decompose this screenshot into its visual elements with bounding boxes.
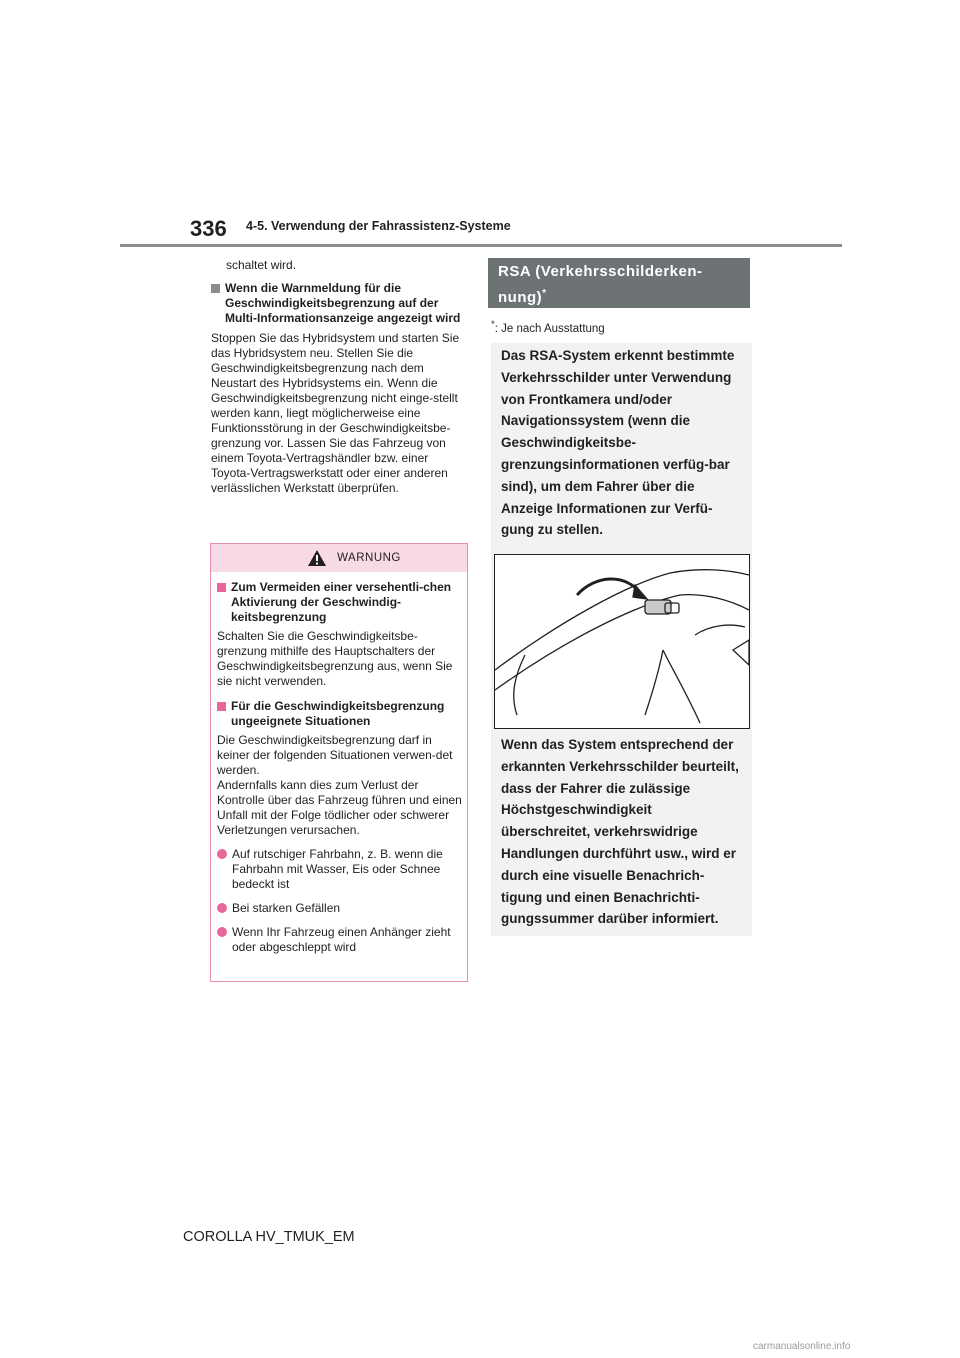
watermark: carmanualsonline.info [753,1341,851,1352]
list-item: Wenn Ihr Fahrzeug einen Anhänger zieht oder abgeschleppt wird [217,925,462,955]
warning-heading-1: Zum Vermeiden einer versehentli-chen Aktivierung der Geschwindig-keitsbegrenzung [217,580,462,625]
square-bullet-icon [211,284,220,293]
rsa-section-title: RSA (Verkehrsschilderken-nung)* [488,258,750,308]
page-number: 336 [190,216,227,241]
warning-triangle-icon [307,549,327,567]
section-heading-text: Wenn die Warnmeldung für die Geschwindigkeitsbegrenzung auf der Multi-Informationsanzeige angezeigt wird [225,281,461,325]
circle-bullet-icon [217,903,227,913]
rsa-description-box [491,343,752,936]
circle-bullet-icon [217,927,227,937]
header-rule [120,244,842,247]
list-item: Auf rutschiger Fahrbahn, z. B. wenn die Fahrbahn mit Wasser, Eis oder Schnee bedeckt ist [217,847,462,892]
chapter-title: 4-5. Verwendung der Fahrassistenz-Systeme [246,219,511,233]
warning-box [210,543,468,982]
warning-title: WARNUNG [337,552,401,564]
left-column [211,258,469,496]
square-bullet-icon [217,583,226,592]
warning-text-2b: Andernfalls kann dies zum Verlust der Kontrolle über das Fahrzeug führen und einen Unfall mit der Folge tödlicher oder schwerer Verletzungen verursachen. [217,778,462,837]
warning-text-1: Schalten Sie die Geschwindigkeitsbe-grenzung mithilfe des Hauptschalters der Geschwindigkeitsbegrenzung aus, wenn Sie sie nicht verwenden. [217,629,453,688]
list-item: Bei starken Gefällen [217,901,462,916]
windshield-camera-illustration [494,554,750,729]
circle-bullet-icon [217,849,227,859]
title-footnote-mark: * [542,288,547,299]
rsa-text-2: Wenn das System entsprechend der erkannten Verkehrsschilder beurteilt, dass der Fahrer die zulässige Höchstgeschwindigkeit überschreitet, verkehrswidrige Handlungen durchführt usw., wird er durch eine visuelle Benachrich-tigung und einen Benachrichti-gungssummer darüber informiert. [501,737,739,927]
footer-model: COROLLA HV_TMUK_EM [183,1229,355,1245]
warning-text-2a: Die Geschwindigkeitsbegrenzung darf in keiner der folgenden Situationen verwen-det werden. [217,733,453,777]
intro-text: schaltet wird. [226,258,297,272]
section-paragraph: Stoppen Sie das Hybridsystem und starten Sie das Hybridsystem neu. Stellen Sie die Geschwindigkeitsbegrenzung nach dem Neustart des Hybridsystems ein. Wenn die Geschwindigkeitsbegrenzung nicht einge-stellt werden kann, liegt möglicherweise eine Funktionsstörung in der Geschwindigkeitsbe-grenzung vor. Lassen Sie das Fahrzeug von einem Toyota-Vertragshändler bzw. einer Toyota-Vertragswerkstatt oder einer anderen verlässlichen Werkstatt überprüfen. [211,331,460,495]
square-bullet-icon [217,702,226,711]
section-heading [211,281,469,326]
footnote: *: Je nach Ausstattung [491,319,605,335]
warning-heading-2: Für die Geschwindigkeitsbegrenzung ungeeignete Situationen [217,699,462,729]
warning-header [211,544,467,572]
car-interior-icon [495,555,749,728]
rsa-text-1: Das RSA-System erkennt bestimmte Verkehrsschilder unter Verwendung von Frontkamera und/oder Navigationssystem (wenn die Geschwindigkeitsbe-grenzungsinformationen verfüg-bar sind), um dem Fahrer über die Anzeige Informationen zur Verfü-gung zu stellen. [501,348,735,538]
